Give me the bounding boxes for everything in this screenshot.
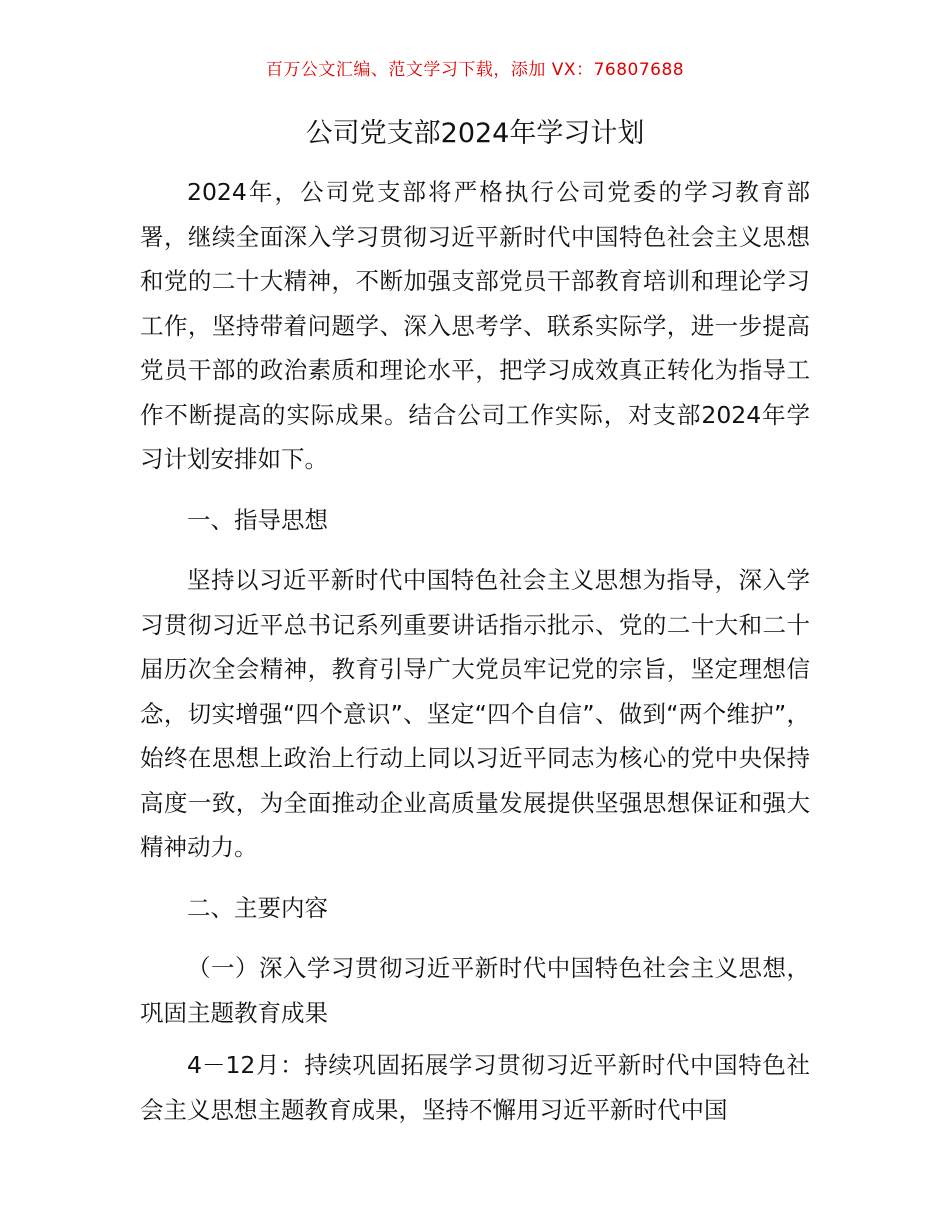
intro-paragraph: 2024年，公司党支部将严格执行公司党委的学习教育部署，继续全面深入学习贯彻习近平新时代中国特色社会主义思想和党的二十大精神，不断加强支部党员干部教育培训和理论学习工作，坚持带着问题学、深入思考学、联系实际学，进一步提高党员干部的政治素质和理论水平，把学习成效真正转化为指导工作不断提高的实际成果。结合公司工作实际，对支部2024年学习计划安排如下。: [140, 178, 810, 473]
document-body: [140, 170, 810, 1132]
subsection-heading-1: （一）深入学习贯彻习近平新时代中国特色社会主义思想，巩固主题教育成果: [140, 954, 810, 1027]
schedule-paragraph: 4－12月：持续巩固拓展学习贯彻习近平新时代中国特色社会主义思想主题教育成果，坚持不懈用习近平新时代中国: [140, 1051, 810, 1124]
watermark-banner: 百万公文汇编、范文学习下载，添加 VX：76807688: [265, 60, 685, 80]
section-heading-main-content: 二、主要内容: [187, 893, 328, 922]
guiding-thought-paragraph: 坚持以习近平新时代中国特色社会主义思想为指导，深入学习贯彻习近平总书记系列重要讲话指示批示、党的二十大和二十届历次全会精神，教育引导广大党员牢记党的宗旨，坚定理想信念，切实增强“四个意识”、坚定“四个自信”、做到“两个维护”，始终在思想上政治上行动上同以习近平同志为核心的党中央保持高度一致，为全面推动企业高质量发展提供坚强思想保证和强大精神动力。: [140, 566, 810, 861]
document-title: 公司党支部2024年学习计划: [305, 118, 645, 149]
section-heading-guiding-thought: 一、指导思想: [187, 505, 328, 534]
